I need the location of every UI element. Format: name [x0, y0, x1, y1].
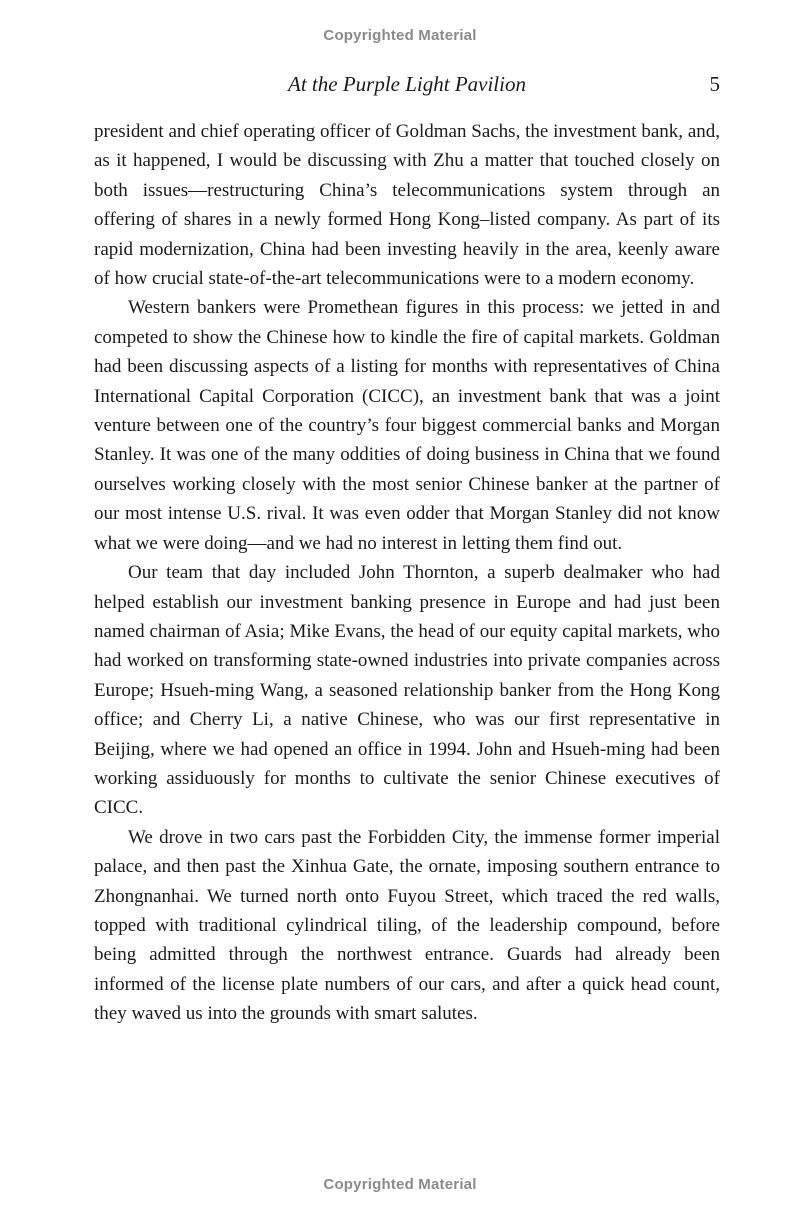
copyright-watermark-bottom: Copyrighted Material — [323, 1176, 477, 1193]
page-number: 5 — [709, 72, 720, 96]
copyright-watermark-top: Copyrighted Material — [323, 27, 477, 44]
running-title: At the Purple Light Pavilion — [288, 72, 526, 96]
paragraph-1: president and chief operating officer of Goldman Sachs, the investment bank, and, as it happened, I would be discussing with Zhu a matter that touched closely on both issues—restructuring China’s telecommunications system through an offering of shares in a newly formed Hong Kong–listed company. As part of its rapid modernization, China had been investing heavily in the area, keenly aware of how crucial state-of-the-art telecommunications were to a modern economy. — [94, 121, 720, 290]
paragraph-2: Western bankers were Promethean figures in this process: we jetted in and competed to show the Chinese how to kindle the fire of capital markets. Goldman had been discussing aspects of a listing for months with representatives of China International Capital Corporation (CICC), an investment bank that was a joint venture between one of the country’s four biggest commercial banks and Morgan Stanley. It was one of the many oddities of doing business in China that we found ourselves working closely with the most senior Chinese banker at the partner of our most intense U.S. rival. It was even odder that Morgan Stanley did not know what we were doing—and we had no interest in letting them find out. — [94, 297, 720, 554]
paragraph-3: Our team that day included John Thornton, a superb dealmaker who had helped establish our investment banking presence in Europe and had just been named chairman of Asia; Mike Evans, the head of our equity capital markets, who had worked on transforming state-owned industries into private companies across Europe; Hsueh-ming Wang, a seasoned relationship banker from the Hong Kong office; and Cherry Li, a native Chinese, who was our first representative in Beijing, where we had opened an office in 1994. John and Hsueh-ming had been working assiduously for months to cultivate the senior Chinese executives of CICC. — [94, 562, 720, 819]
running-header — [94, 72, 720, 100]
paragraph-4: We drove in two cars past the Forbidden City, the immense former imperial palace, and then past the Xinhua Gate, the ornate, imposing southern entrance to Zhongnanhai. We turned north onto Fuyou Street, which traced the red walls, topped with traditional cylindrical tiling, of the leadership compound, before being admitted through the northwest entrance. Guards had already been informed of the license plate numbers of our cars, and after a quick head count, they waved us into the grounds with smart salutes. — [94, 826, 720, 1025]
body-text — [94, 117, 720, 1029]
